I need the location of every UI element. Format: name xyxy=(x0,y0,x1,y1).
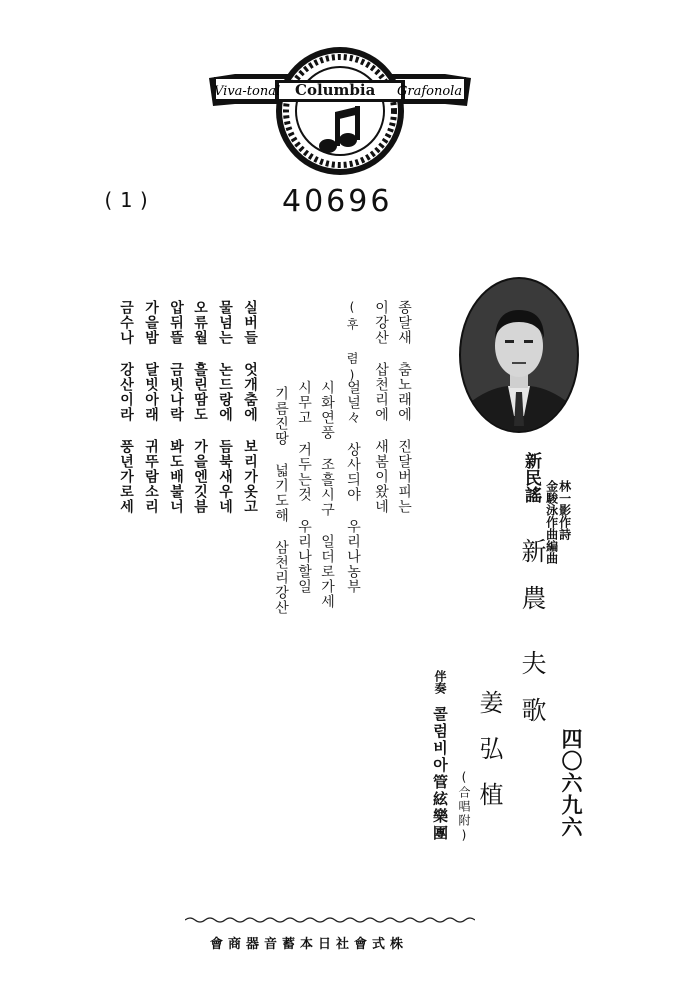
catalog-number-vertical: 四〇六九六 xyxy=(559,728,583,838)
singer-portrait xyxy=(458,276,580,434)
lyric-line: 오류월 흘린땀도 가을엔깃븜 xyxy=(192,300,208,514)
singer-name: 姜弘植 xyxy=(475,690,503,828)
side-number: (1) xyxy=(102,188,157,212)
lyric-line: 가을밤 달빗아래 귀뚜람소리 xyxy=(143,300,159,514)
accompaniment-orchestra: 콜럼비아管絃樂團 xyxy=(431,706,449,842)
record-number: 40696 xyxy=(282,184,393,219)
logo-left-text: Viva-tonal xyxy=(214,84,281,99)
chorus-label: (후 렴) xyxy=(345,300,359,386)
accompaniment-label: 伴奏 xyxy=(433,670,447,694)
columbia-logo xyxy=(205,44,475,179)
song-title-line1: 新農 xyxy=(518,538,547,632)
genre-label: 新民謠 xyxy=(521,452,541,503)
lyric-line: 물넘는 논드랑에 듬북새우네 xyxy=(217,300,233,514)
chorus-note: (合唱附) xyxy=(457,770,471,844)
lyric-line: 실버들 엇개춤에 보리가옷고 xyxy=(242,300,258,514)
logo-brand: Columbia xyxy=(295,81,376,99)
lyric-line: 기름진땅 넓기도해 삼천리강산 xyxy=(273,386,289,615)
lyric-line: 시무고 거두는것 우리나할일 xyxy=(296,380,312,594)
lyric-line: 종달새 춤노래에 진달버피는 xyxy=(396,300,412,514)
credit-lyricist: 林一影作詩 xyxy=(557,480,572,540)
lyric-line: 얼널々 상사듸야 우리나농부 xyxy=(345,380,361,594)
lyric-line: 금수나 강산이라 풍년가로세 xyxy=(118,300,134,514)
song-title-line2: 夫歌 xyxy=(518,650,547,744)
footer-divider xyxy=(185,910,475,920)
lyric-line: 시화연풍 조흘시구 일더로가세 xyxy=(319,380,335,609)
lyric-line: 압뒤뜰 금빗나락 봐도배불너 xyxy=(168,300,184,514)
publisher-footer: 株式會社日本蓄音器商會 xyxy=(210,937,409,952)
credit-composer: 金駿泳作曲編曲 xyxy=(544,480,559,564)
logo-right-text: Grafonola xyxy=(397,84,463,99)
lyric-line: 이강산 삽천리에 새봄이왔네 xyxy=(373,300,389,514)
